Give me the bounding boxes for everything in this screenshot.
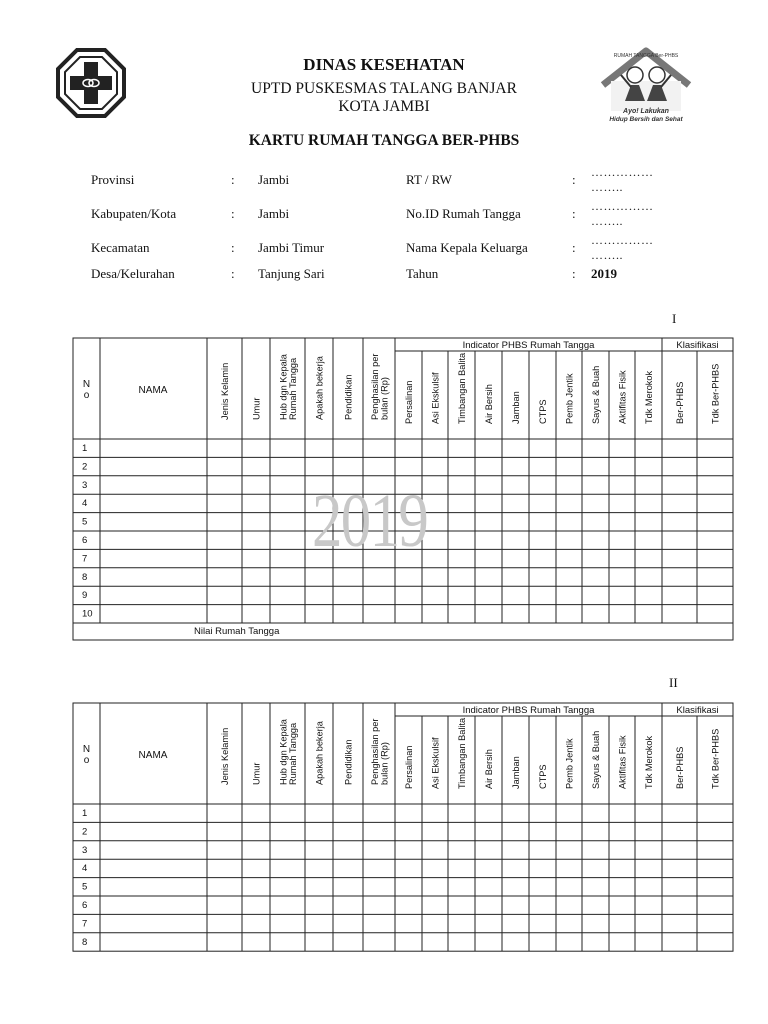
info-blank-kepala-keluarga: ……………: [591, 233, 654, 247]
agency-title: DINAS KESEHATAN: [303, 55, 465, 74]
row-number: 10: [82, 608, 93, 620]
header-no: o: [83, 390, 90, 401]
info-blank-kepala-keluarga-2: ……..: [591, 248, 623, 262]
info-colon: :: [231, 266, 235, 281]
info-colon: :: [231, 206, 235, 221]
city-title: KOTA JAMBI: [338, 98, 430, 115]
header-indicator-col: Sayus & Buah: [591, 730, 601, 789]
header-left-col: Penghasilan per: [369, 718, 380, 785]
indicator-group-header: Indicator PHBS Rumah Tangga: [462, 705, 595, 716]
header-indicator-col: Asi Ekskulsif: [430, 737, 441, 789]
header-left-col: Rumah Tangga: [287, 722, 298, 785]
header-left-col: bulan (Rp): [379, 377, 390, 420]
info-label-desa: Desa/Kelurahan: [91, 266, 175, 281]
row-number: 8: [82, 571, 88, 583]
logo-slogan-2: Hidup Bersih dan Sehat: [609, 116, 683, 123]
header-nama: NAMA: [138, 750, 168, 761]
row-number: 9: [82, 590, 88, 602]
row-number: 1: [82, 443, 88, 454]
row-number: 6: [82, 535, 88, 546]
info-colon: :: [231, 172, 235, 187]
table-footer-label: Nilai Rumah Tangga: [194, 626, 280, 637]
header-indicator-col: Jamban: [511, 391, 521, 424]
header-left-col: Pendidikan: [343, 739, 354, 785]
header-left-col: Penghasilan per: [369, 353, 380, 420]
info-colon: :: [572, 266, 576, 281]
header-klasifikasi-col: Ber-PHBS: [675, 381, 685, 424]
row-number: 4: [82, 498, 88, 510]
header-indicator-col: CTPS: [538, 764, 548, 789]
header-no: N: [82, 744, 91, 755]
info-label-id: No.ID Rumah Tangga: [406, 206, 521, 221]
info-blank-id-2: ……..: [591, 214, 623, 228]
section-number-1: I: [672, 311, 677, 326]
info-value-desa: Tanjung Sari: [258, 266, 325, 281]
row-number: 2: [82, 826, 88, 838]
info-colon: :: [231, 240, 235, 255]
header-left-col: Jenis Kelamin: [220, 727, 230, 785]
row-number: 3: [82, 479, 88, 491]
card-title: KARTU RUMAH TANGGA BER-PHBS: [248, 132, 520, 149]
info-value-kecamatan: Jambi Timur: [258, 240, 325, 255]
info-label-kecamatan: Kecamatan: [91, 240, 150, 255]
row-number: 3: [82, 844, 88, 856]
header-left-col: Apakah bekerja: [314, 356, 325, 420]
row-number: 7: [82, 918, 88, 930]
header-left-col: bulan (Rp): [379, 742, 390, 785]
header-left-col: Umur: [251, 762, 262, 785]
header-indicator-col: Jamban: [511, 756, 521, 789]
unit-title: UPTD PUSKESMAS TALANG BANJAR: [251, 80, 517, 97]
header-indicator-col: Tdk Merokok: [644, 370, 654, 424]
header-indicator-col: Sayus & Buah: [591, 365, 601, 424]
header-indicator-col: Persalinan: [404, 745, 414, 789]
info-colon: :: [572, 206, 576, 221]
header-indicator-col: Asi Ekskulsif: [430, 372, 441, 424]
klasifikasi-group-header: Klasifikasi: [676, 705, 719, 716]
logo-slogan-1: Ayo! Lakukan: [623, 108, 669, 115]
logo-arc-text: RUMAH TANGGA Ber-PHBS: [613, 53, 679, 59]
info-value-tahun: 2019: [591, 266, 617, 281]
header-left-col: Hub dgn Kepala: [278, 354, 289, 420]
info-colon: :: [572, 172, 576, 187]
info-label-kepala-keluarga: Nama Kepala Keluarga: [406, 240, 528, 255]
info-label-tahun: Tahun: [406, 266, 439, 281]
row-number: 5: [82, 881, 88, 893]
info-colon: :: [572, 240, 576, 255]
info-value-provinsi: Jambi: [258, 172, 290, 187]
header-left-col: Jenis Kelamin: [220, 362, 230, 420]
klasifikasi-group-header: Klasifikasi: [676, 340, 719, 351]
row-number: 1: [82, 808, 88, 819]
header-left-col: Rumah Tangga: [287, 357, 298, 420]
header-indicator-col: CTPS: [538, 399, 548, 424]
header-indicator-col: Persalinan: [404, 380, 414, 424]
info-label-provinsi: Provinsi: [91, 172, 135, 187]
indicator-group-header: Indicator PHBS Rumah Tangga: [462, 340, 595, 351]
header-indicator-col: Timbangan Balita: [457, 717, 467, 789]
header-indicator-col: Air Bersih: [484, 384, 494, 424]
row-number: 7: [82, 553, 88, 565]
header-left-col: Hub dgn Kepala: [278, 719, 289, 785]
header-indicator-col: Air Bersih: [484, 749, 494, 789]
header-indicator-col: Pemb Jentik: [564, 373, 575, 424]
info-value-kabupaten: Jambi: [258, 206, 290, 221]
header-indicator-col: Aktifitas Fisik: [617, 735, 628, 789]
row-number: 5: [82, 516, 88, 528]
row-number: 2: [82, 461, 88, 473]
row-number: 8: [82, 936, 88, 948]
info-label-kabupaten: Kabupaten/Kota: [91, 206, 177, 221]
section-number-2: II: [669, 675, 678, 690]
header-indicator-col: Tdk Merokok: [644, 735, 654, 789]
header-no: o: [83, 755, 90, 766]
header-klasifikasi-col: Ber-PHBS: [675, 746, 685, 789]
header-left-col: Umur: [251, 397, 262, 420]
header-indicator-col: Aktifitas Fisik: [617, 370, 628, 424]
year-watermark: 2019: [312, 479, 428, 563]
header-klasifikasi-col: Tdk Ber-PHBS: [710, 363, 721, 424]
header-indicator-col: Timbangan Balita: [457, 352, 467, 424]
header-klasifikasi-col: Tdk Ber-PHBS: [710, 728, 721, 789]
info-label-rt-rw: RT / RW: [406, 172, 452, 187]
header-left-col: Pendidikan: [343, 374, 354, 420]
row-number: 6: [82, 900, 88, 911]
row-number: 4: [82, 863, 88, 875]
header-no: N: [82, 379, 91, 390]
info-blank-rt-rw-2: ……..: [591, 180, 623, 194]
info-blank-rt-rw: ……………: [591, 165, 654, 179]
header-indicator-col: Pemb Jentik: [564, 738, 575, 789]
info-blank-id: ……………: [591, 199, 654, 213]
header-left-col: Apakah bekerja: [314, 721, 325, 785]
header-nama: NAMA: [138, 385, 168, 396]
